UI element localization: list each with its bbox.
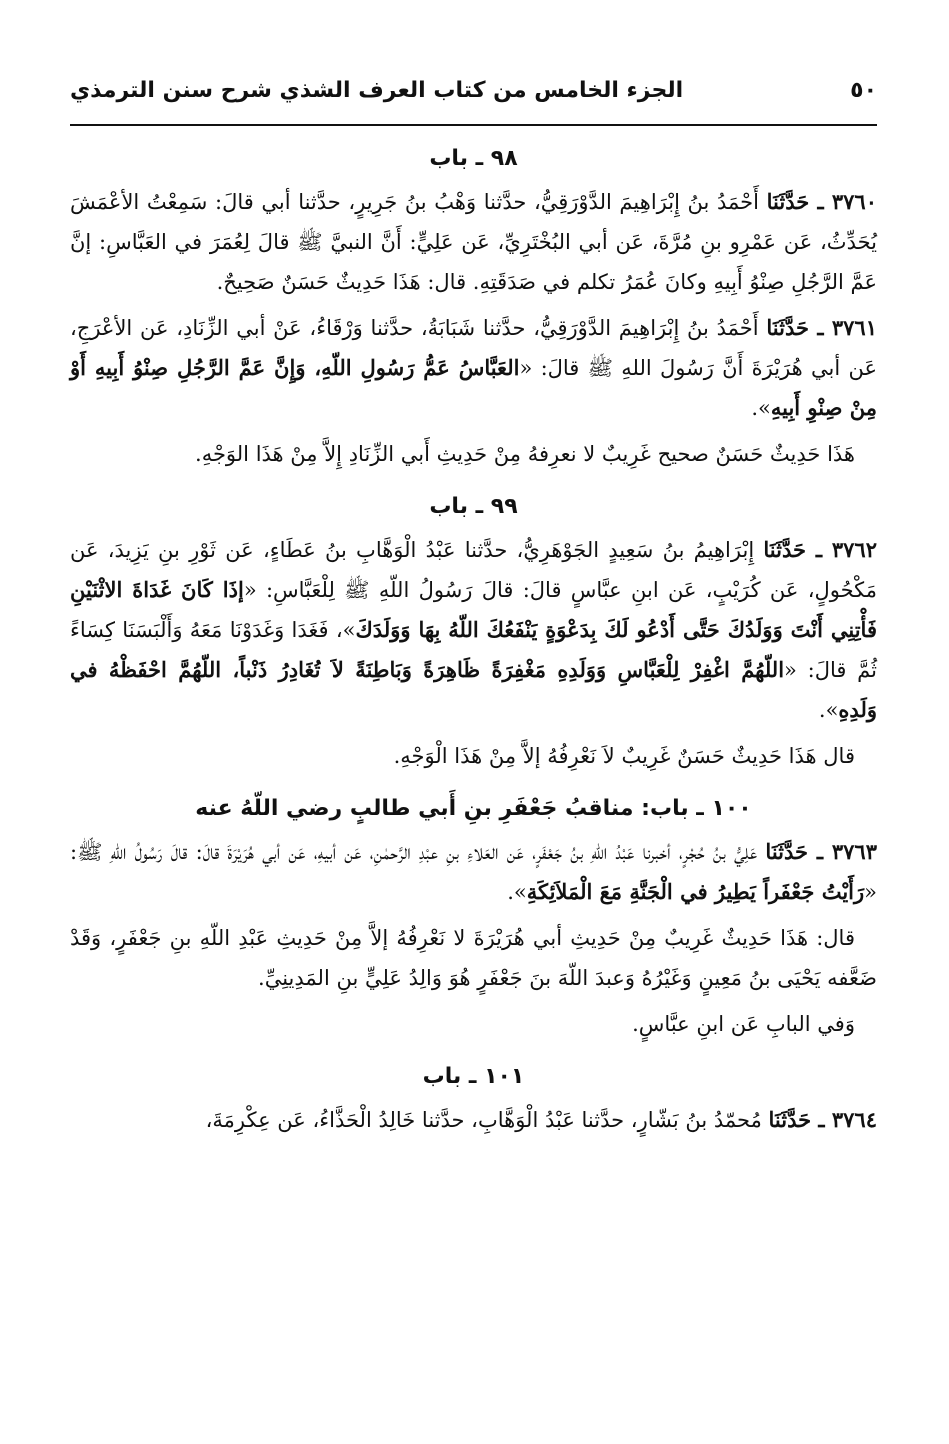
- bold-text: ٣٧٦١ ـ حَدَّثَنَا: [766, 315, 877, 340]
- body-text: مُحمّدُ بنُ بَشّارٍ، حدَّثنا عَبْدُ الْوَهَّابِ، حدَّثنا خَالِدُ الْحَذَّاءُ، عَن عِكْرِمَةَ،: [205, 1108, 769, 1132]
- book-title: الجزء الخامس من كتاب العرف الشذي شرح سنن الترمذي: [70, 77, 684, 103]
- chapter-heading: ١٠١ ـ باب: [422, 1064, 525, 1089]
- body-text: ».: [751, 396, 771, 420]
- running-header: [70, 66, 877, 114]
- bold-text: اللّهُمَّ اغْفِرْ لِلْعَبَّاسِ وَوَلَدِهِ مَغْفِرَةً ظَاهِرَةً وَبَاطِنَةً لاَ تُغَادِرُ ذَنْباً، اللّهُمَّ احْفَظْهُ في وَلَدِهِ: [70, 657, 877, 722]
- hadith-paragraph: [70, 308, 877, 428]
- body-text: أَحْمَدُ بنُ إِبْرَاهِيمَ الدَّوْرَقِيُّ، حدَّثنا شَبَابَةُ، حدَّثنا وَرْقَاءُ، عَنْ أبي الزِّنَادِ، عَن الأعْرَجِ، عَن أبي هُرَيْرَةَ أَنَّ رَسُولَ اللهِ ﷺ قالَ: «: [70, 316, 878, 380]
- hadith-paragraph: [70, 832, 877, 912]
- body-text: قال هَذَا حَدِيثٌ حَسَنٌ غَرِيبٌ لاَ نَعْرِفُهُ إلاَّ مِنْ هَذَا الْوَجْهِ.: [393, 744, 855, 768]
- book-page: [0, 66, 949, 1444]
- body-text: أَحْمَدُ بنُ إِبْرَاهِيمَ الدَّوْرَقِيُّ، حدَّثنا وَهْبُ بنُ جَرِيرٍ، حدَّثنا أبي قالَ: سَمِعْتُ الأعْمَشَ يُحَدِّثُ، عَن عَمْرِو بنِ مُرَّةَ، عَن أبي البُخْتَرِيِّ، عَن عَلِيٍّ: أَنَّ النبيَّ ﷺ قالَ لِعُمَرَ في العَبَّاسِ: إنَّ عَمَّ الرَّجُلِ صِنْوُ أَبِيهِ وكانَ عُمَرُ تكلم في صَدَقَتِهِ. قال: هَذَا حَدِيثٌ حَسَنٌ صَحِيحٌ.: [70, 190, 877, 294]
- body-text: إِبْرَاهِيمُ بنُ سَعِيدٍ الجَوْهَرِيُّ، حدَّثنا عَبْدُ الْوَهَّابِ بنُ عَطَاءٍ، عَن ثَوْرِ بنِ يَزِيدَ، عَن مَكْحُولٍ، عَن كُرَيْبٍ، عَن ابنِ عبَّاسٍ قالَ: قالَ رَسُولُ اللّهِ ﷺ لِلْعَبَّاسِ: «: [70, 538, 877, 602]
- body-text: وَفي البابِ عَن ابنِ عبَّاسٍ.: [632, 1012, 855, 1036]
- bold-text: ٣٧٦٠ ـ حَدَّثَنَا: [766, 189, 877, 214]
- chapter-heading: ١٠٠ ـ باب: مناقبُ جَعْفَرِ بنِ أَبي طالبٍ رضي اللّهُ عنه: [195, 796, 752, 821]
- body-text: ».: [507, 880, 527, 904]
- hadith-paragraph: [70, 1100, 877, 1140]
- hadith-paragraph: [70, 736, 877, 776]
- bold-text: ٣٧٦٢ ـ حَدَّثَنَا: [763, 537, 877, 562]
- bold-text: ٣٧٦٤ ـ حَدَّثَنَا: [768, 1107, 877, 1132]
- body-text: هَذَا حَدِيثٌ حَسَنٌ صحيح غَرِيبٌ لا نعرِفهُ مِنْ حَدِيثِ أَبي الزِّنَادِ إِلاَّ مِنْ هَذَا الوَجْهِ.: [195, 442, 855, 466]
- chapter-heading: ٩٩ ـ باب: [429, 494, 518, 519]
- bold-text: إذَا كَانَ غَدَاةَ الاثْنَيْنِ فَأْتِنِي أَنْتَ وَوَلَدُكَ حَتَّى أَدْعُو لَكَ بِدَعْوَةٍ يَنْفَعُكَ اللّهُ بِهَا وَوَلَدَكَ: [70, 577, 877, 642]
- bold-text: رَأَيْتُ جَعْفَراً يَطِيرُ في الْجَنَّةِ مَعَ الْمَلاَئِكَةِ: [526, 879, 865, 904]
- body-text: عَلِيُّ بنُ حُجْرٍ، أخبرنا عَبْدُ اللّهِ بنُ جَعْفَرٍ، عَن العَلاءِ بنِ عبْدِ الرَّحمٰنِ، عَن أبيهِ، عَن أبي هُرَيْرَةَ قالَ: قالَ رَسُولُ اللّهِ ﷺ: «: [70, 840, 877, 904]
- bold-text: ٣٧٦٣ ـ حَدَّثَنَا: [765, 839, 877, 864]
- hadith-paragraph: [70, 434, 877, 474]
- chapter-heading: ٩٨ ـ باب: [429, 146, 518, 171]
- body-text: »، فَغَدَا وَغَدَوْنَا مَعَهُ وَأَلْبَسَنَا كِسَاءً ثُمَّ قالَ: «: [70, 618, 877, 682]
- hadith-paragraph: [70, 530, 877, 730]
- header-rule: [70, 124, 877, 126]
- hadith-paragraph: [70, 918, 877, 998]
- body-text: ».: [818, 698, 839, 722]
- page-number: ٥٠: [850, 77, 877, 103]
- bold-text: العَبَّاسُ عَمُّ رَسُولِ اللّهِ، وَإِنَّ عَمَّ الرَّجُلِ صِنْوُ أَبِيهِ أَوْ مِنْ صِنْوِ أَبِيهِ: [70, 355, 877, 420]
- page-body: [70, 142, 877, 1140]
- hadith-paragraph: [70, 1004, 877, 1044]
- hadith-paragraph: [70, 182, 877, 302]
- body-text: قال: هَذَا حَدِيثٌ غَرِيبٌ مِنْ حَدِيثِ أبي هُرَيْرَةَ لا نَعْرِفُهُ إلاَّ مِنْ حَدِيثِ عَبْدِ اللّهِ بنِ جَعْفَرٍ، وَقَدْ ضَعَّفه يَحْيَى بنُ مَعِينٍ وَغَيْرُهُ وَعبدَ اللّهَ بنَ جَعْفَرٍ هُوَ وَالِدُ عَلِيٍّ بنِ المَدِينِيِّ.: [70, 926, 877, 990]
